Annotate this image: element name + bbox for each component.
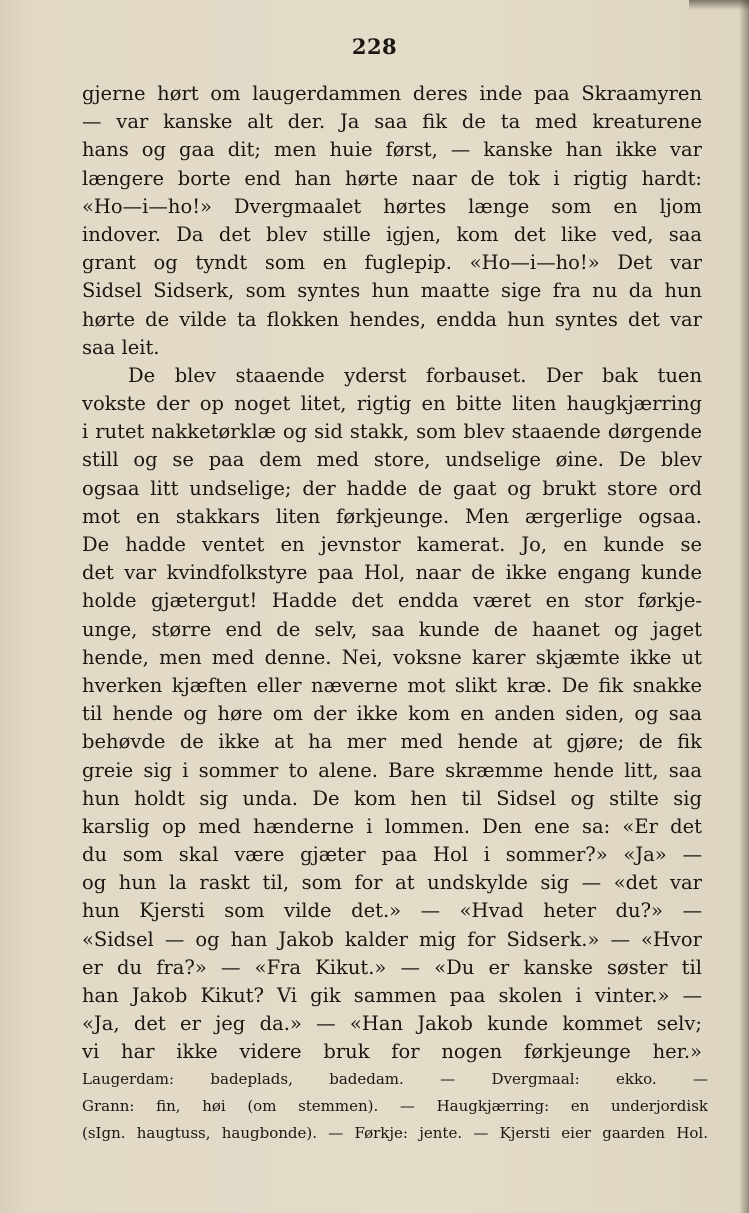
text-line: unge, større end de selv, saa kunde de haanet og jaget bbox=[82, 617, 702, 641]
text-line: ogsaa litt undselige; der hadde de gaat og brukt store ord bbox=[82, 476, 702, 500]
page-edge-shadow bbox=[739, 0, 749, 1213]
text-line: «Ho—i—ho!» Dvergmaalet hørtes længe som en ljom bbox=[82, 194, 702, 218]
text-line: er du fra?» — «Fra Kikut.» — «Du er kanske søster til bbox=[82, 955, 702, 979]
text-line: i rutet nakketørklæ og sid stakk, som blev staaende dørgende bbox=[82, 420, 702, 444]
text-line: holde gjætergut! Hadde det endda været en stor førkje- bbox=[82, 589, 702, 613]
footnotes bbox=[82, 1066, 708, 1147]
text-line: hun Kjersti som vilde det.» — «Hvad heter du?» — bbox=[82, 899, 702, 923]
text-line: du som skal være gjæter paa Hol i sommer?» «Ja» — bbox=[82, 843, 702, 867]
text-line: til hende og høre om der ikke kom en anden siden, og saa bbox=[82, 702, 702, 726]
text-line: hende, men med denne. Nei, voksne karer skjæmte ikke ut bbox=[82, 645, 702, 669]
footnote-line: Laugerdam: badeplads, badedam. — Dvergmaal: ekko. — bbox=[82, 1070, 708, 1088]
text-line: greie sig i sommer to alene. Bare skræmme hende litt, saa bbox=[82, 758, 702, 782]
text-line: hans og gaa dit; men huie først, — kanske han ikke var bbox=[82, 138, 702, 162]
text-line: «Sidsel — og han Jakob kalder mig for Sidserk.» — «Hvor bbox=[82, 927, 702, 951]
text-line: hun holdt sig unda. De kom hen til Sidsel og stilte sig bbox=[82, 786, 702, 810]
text-line: De blev staaende yderst forbauset. Der bak tuen bbox=[128, 363, 702, 387]
text-line: hverken kjæften eller næverne mot slikt kræ. De fik snakke bbox=[82, 673, 702, 697]
text-line: længere borte end han hørte naar de tok i rigtig hardt: bbox=[82, 166, 702, 190]
footnote-line: (sIgn. haugtuss, haugbonde). — Førkje: jente. — Kjersti eier gaarden Hol. bbox=[82, 1124, 708, 1142]
text-line: gjerne hørt om laugerdammen deres inde paa Skraamyren bbox=[82, 82, 702, 105]
text-line: «Ja, det er jeg da.» — «Han Jakob kunde kommet selv; bbox=[82, 1012, 702, 1036]
text-line: og hun la raskt til, som for at undskylde sig — «det var bbox=[82, 871, 702, 895]
text-line: grant og tyndt som en fuglepip. «Ho—i—ho!» Det var bbox=[82, 251, 702, 275]
text-line: det var kvindfolkstyre paa Hol, naar de ikke engang kunde bbox=[82, 561, 702, 585]
page-number: 228 bbox=[351, 34, 398, 59]
text-line: saa leit. bbox=[82, 335, 160, 359]
text-line: mot en stakkars liten førkjeunge. Men ærgerlige ogsaa. bbox=[82, 504, 702, 528]
text-line: behøvde de ikke at ha mer med hende at gjøre; de fik bbox=[82, 730, 702, 754]
text-line: karslig op med hænderne i lommen. Den ene sa: «Er det bbox=[82, 814, 702, 838]
text-line: vokste der op noget litet, rigtig en bitte liten haugkjærring bbox=[82, 392, 702, 416]
text-line: hørte de vilde ta flokken hendes, endda hun syntes det var bbox=[82, 307, 702, 331]
footnote-line: Grann: fin, høi (om stemmen). — Haugkjærring: en underjordisk bbox=[82, 1097, 708, 1115]
text-line: — var kanske alt der. Ja saa fik de ta med kreaturene bbox=[82, 110, 702, 134]
text-line: Sidsel Sidserk, som syntes hun maatte sige fra nu da hun bbox=[82, 279, 702, 303]
text-line: han Jakob Kikut? Vi gik sammen paa skolen i vinter.» — bbox=[82, 984, 702, 1007]
text-line: indover. Da det blev stille igjen, kom det like ved, saa bbox=[82, 222, 702, 246]
body-text bbox=[82, 80, 702, 1067]
text-line: still og se paa dem med store, undselige øine. De blev bbox=[82, 448, 702, 472]
text-line: De hadde ventet en jevnstor kamerat. Jo, en kunde se bbox=[82, 533, 702, 556]
text-line: vi har ikke videre bruk for nogen førkjeunge her.» bbox=[82, 1040, 702, 1064]
